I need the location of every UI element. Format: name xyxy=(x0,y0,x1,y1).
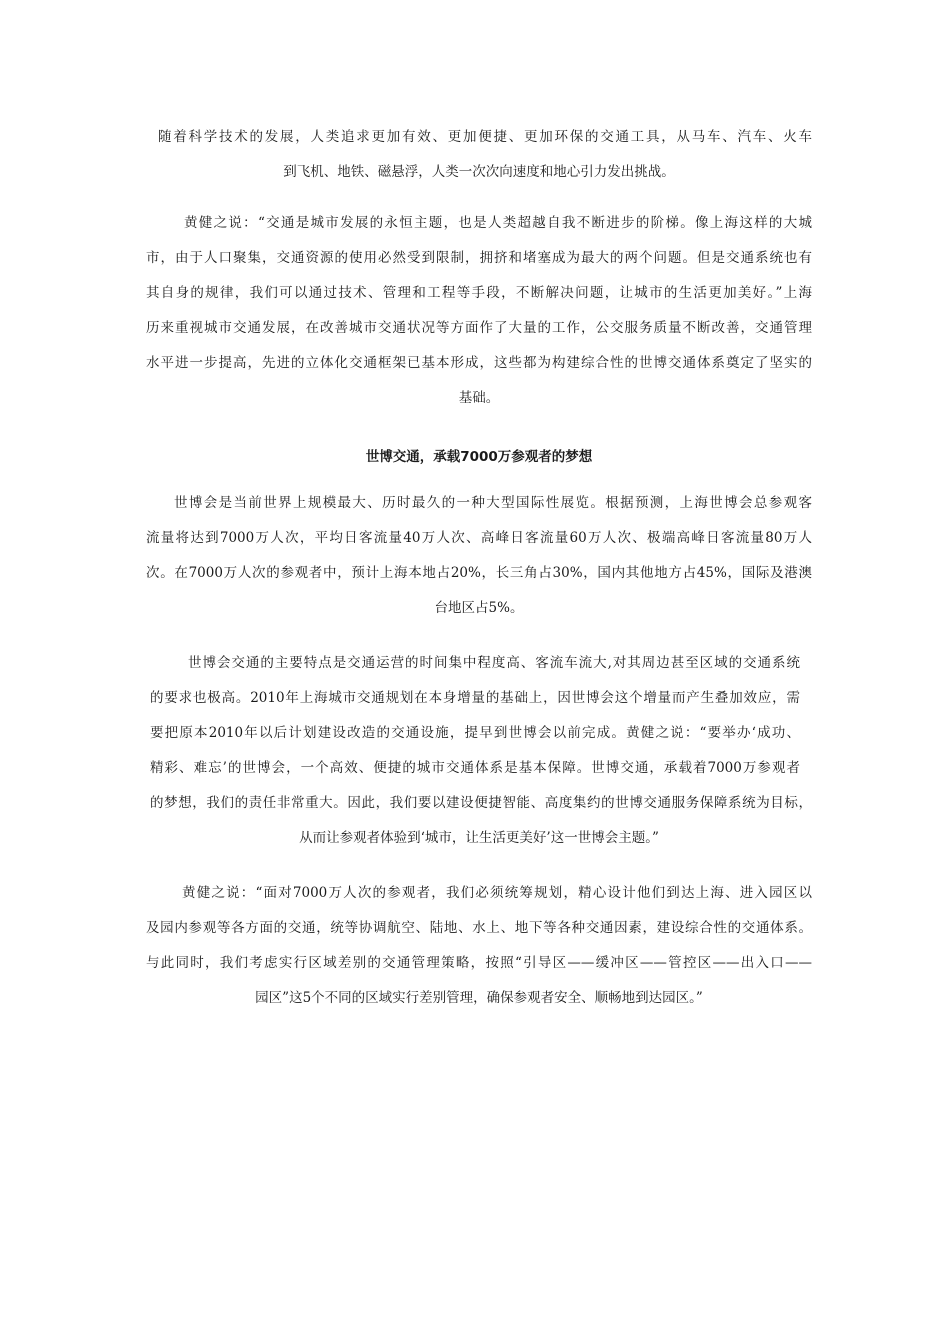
text-line: 台地区占5%。 xyxy=(434,600,524,616)
section-heading: 世博交通，承载7000万参观者的梦想 xyxy=(365,449,593,465)
text-line: 要把原本2010年以后计划建设改造的交通设施，提早到世博会以前完成。黄健之说：“要举办‘成功、 xyxy=(150,725,800,741)
text-line: 精彩、难忘’的世博会，一个高效、便捷的城市交通体系是基本保障。世博交通，承载着7000万参观者 xyxy=(150,760,800,776)
text-line: 到飞机、地铁、磁悬浮，人类一次次向速度和地心引力发出挑战。 xyxy=(283,164,675,180)
paragraph-4 xyxy=(146,646,812,856)
text-line: 的要求也极高。2010年上海城市交通规划在本身增量的基础上，因世博会这个增量而产生叠加效应，需 xyxy=(150,690,800,706)
text-line: 流量将达到7000万人次，平均日客流量40万人次、高峰日客流量60万人次、极端高峰日客流量80万人 xyxy=(146,530,812,546)
text-line: 世博会交通的主要特点是交通运营的时间集中程度高、客流车流大,对其周边甚至区域的交通系统 xyxy=(188,655,800,671)
text-line: 次。在7000万人次的参观者中，预计上海本地占20%，长三角占30%，国内其他地方占45%，国际及港澳 xyxy=(146,565,812,581)
text-line: 园区”这5个不同的区域实行差别管理，确保参观者安全、顺畅地到达园区。” xyxy=(255,990,703,1006)
text-line: 从而让参观者体验到‘城市，让生活更美好’这一世博会主题。” xyxy=(299,830,659,846)
text-line: 市，由于人口聚集，交通资源的使用必然受到限制，拥挤和堵塞成为最大的两个问题。但是交通系统也有 xyxy=(146,250,812,266)
text-line: 黄健之说：“面对7000万人次的参观者，我们必须统筹规划，精心设计他们到达上海、进入园区以 xyxy=(182,885,812,901)
text-line: 黄健之说：“交通是城市发展的永恒主题，也是人类超越自我不断进步的阶梯。像上海这样的大城 xyxy=(184,215,812,231)
paragraph-1 xyxy=(146,120,812,190)
text-line: 随着科学技术的发展，人类追求更加有效、更加便捷、更加环保的交通工具，从马车、汽车、火车 xyxy=(158,129,812,145)
text-line: 的梦想，我们的责任非常重大。因此，我们要以建设便捷智能、高度集约的世博交通服务保障系统为目标， xyxy=(150,795,812,811)
text-line: 与此同时，我们考虑实行区域差别的交通管理策略，按照“引导区——缓冲区——管控区——出入口—— xyxy=(146,955,812,971)
text-line: 其自身的规律，我们可以通过技术、管理和工程等手段，不断解决问题，让城市的生活更加美好。”上海 xyxy=(146,285,812,301)
text-line: 水平进一步提高，先进的立体化交通框架已基本形成，这些都为构建综合性的世博交通体系奠定了坚实的 xyxy=(146,355,812,371)
text-line: 基础。 xyxy=(458,390,500,406)
text-line: 及园内参观等各方面的交通，统等协调航空、陆地、水上、地下等各种交通因素，建设综合性的交通体系。 xyxy=(146,920,812,936)
paragraph-3 xyxy=(146,486,812,626)
text-line: 世博会是当前世界上规模最大、历时最久的一种大型国际性展览。根据预测，上海世博会总参观客 xyxy=(174,495,812,511)
paragraph-2 xyxy=(146,206,812,416)
paragraph-5 xyxy=(146,876,812,1016)
text-line: 历来重视城市交通发展，在改善城市交通状况等方面作了大量的工作，公交服务质量不断改善，交通管理 xyxy=(146,320,812,336)
